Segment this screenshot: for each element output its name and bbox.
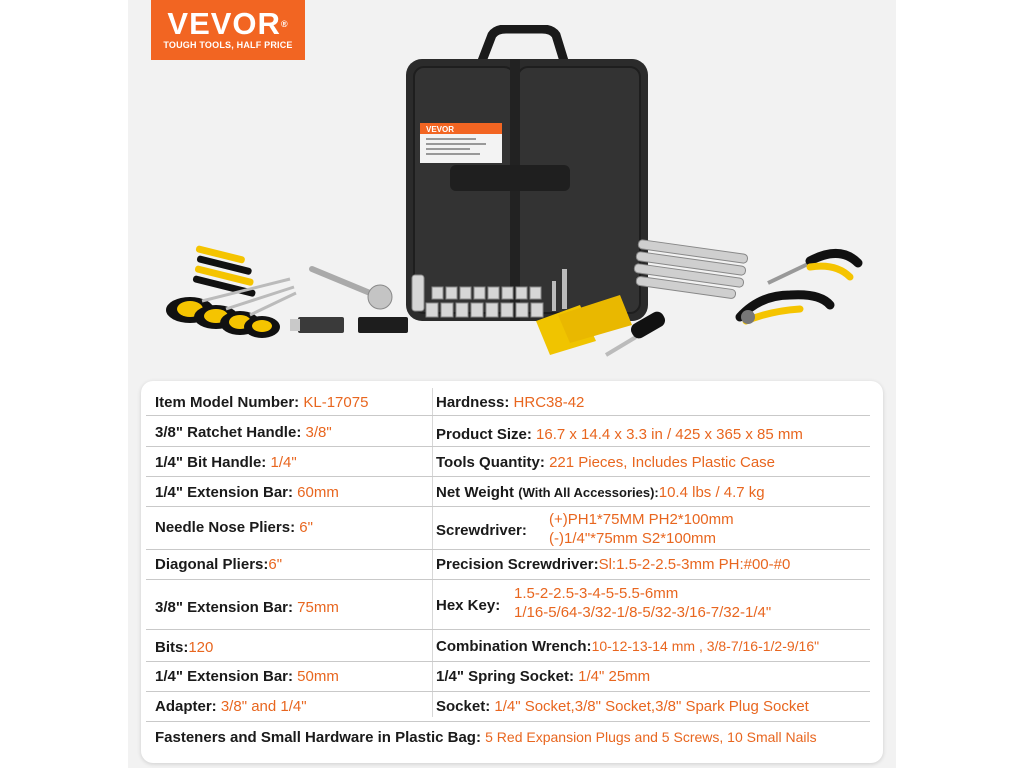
- spec-adapter: Adapter: 3/8" and 1/4": [155, 698, 307, 715]
- combination-wrenches: [634, 239, 748, 299]
- spec-extension-bar-75: 3/8" Extension Bar: 75mm: [155, 599, 339, 616]
- spec-fasteners: Fasteners and Small Hardware in Plastic Bag: 5 Red Expansion Plugs and 5 Screws, 10 Small Nails: [155, 729, 817, 746]
- tool-kit-photo: [150, 25, 874, 375]
- vevor-logo: VEVOR® TOUGH TOOLS, HALF PRICE: [151, 0, 305, 60]
- spec-hex-key: Hex Key:: [436, 597, 501, 614]
- spec-bit-handle: 1/4" Bit Handle: 1/4": [155, 454, 297, 471]
- pliers: [740, 253, 858, 324]
- row-divider: [146, 579, 870, 580]
- row-divider: [146, 721, 870, 722]
- spec-combination-wrench: Combination Wrench:10-12-13-14 mm , 3/8-7/16-1/2-9/16": [436, 638, 820, 655]
- spec-precision-screwdriver: Precision Screwdriver:Sl:1.5-2-2.5-3mm PH:#00-#0: [436, 556, 791, 573]
- ratchet: [312, 269, 392, 309]
- spec-extension-bar-60: 1/4" Extension Bar: 60mm: [155, 484, 339, 501]
- spec-item-model: Item Model Number: KL-17075: [155, 394, 369, 411]
- spec-hardness: Hardness: HRC38-42: [436, 394, 585, 411]
- spec-diagonal-pliers: Diagonal Pliers:6": [155, 556, 283, 573]
- spec-ratchet-handle: 3/8" Ratchet Handle: 3/8": [155, 424, 332, 441]
- row-divider: [146, 476, 870, 477]
- case-label-brand: VEVOR: [426, 125, 455, 134]
- row-divider: [146, 446, 870, 447]
- row-divider: [146, 506, 870, 507]
- spec-hex-key-value-1: 1.5-2-2.5-3-4-5-5.5-6mm: [514, 585, 679, 602]
- spec-spring-socket: 1/4" Spring Socket: 1/4" 25mm: [436, 668, 651, 685]
- spec-screwdriver: Screwdriver:: [436, 522, 527, 539]
- spec-socket: Socket: 1/4" Socket,3/8" Socket,3/8" Spark Plug Socket: [436, 698, 809, 715]
- hex-keys: [290, 317, 408, 333]
- spec-bits: Bits:120: [155, 639, 214, 656]
- case-handle: [482, 29, 564, 61]
- spec-hex-key-value-2: 1/16-5/64-3/32-1/8-5/32-3/16-7/32-1/4": [514, 604, 772, 621]
- row-divider: [146, 629, 870, 630]
- spec-needle-nose-pliers: Needle Nose Pliers: 6": [155, 519, 313, 536]
- row-divider: [146, 661, 870, 662]
- spec-screwdriver-value-1: (+)PH1*75MM PH2*100mm: [549, 511, 734, 528]
- row-divider: [146, 415, 870, 416]
- row-divider: [146, 549, 870, 550]
- spec-screwdriver-value-2: (-)1/4"*75mm S2*100mm: [549, 530, 717, 547]
- spec-tools-quantity: Tools Quantity: 221 Pieces, Includes Plastic Case: [436, 454, 776, 471]
- spec-extension-bar-50: 1/4" Extension Bar: 50mm: [155, 668, 339, 685]
- column-divider: [432, 388, 433, 717]
- row-divider: [146, 691, 870, 692]
- spec-product-size: Product Size: 16.7 x 14.4 x 3.3 in / 425 x 365 x 85 mm: [436, 426, 803, 443]
- spec-net-weight: Net Weight (With All Accessories):10.4 lbs / 4.7 kg: [436, 484, 765, 501]
